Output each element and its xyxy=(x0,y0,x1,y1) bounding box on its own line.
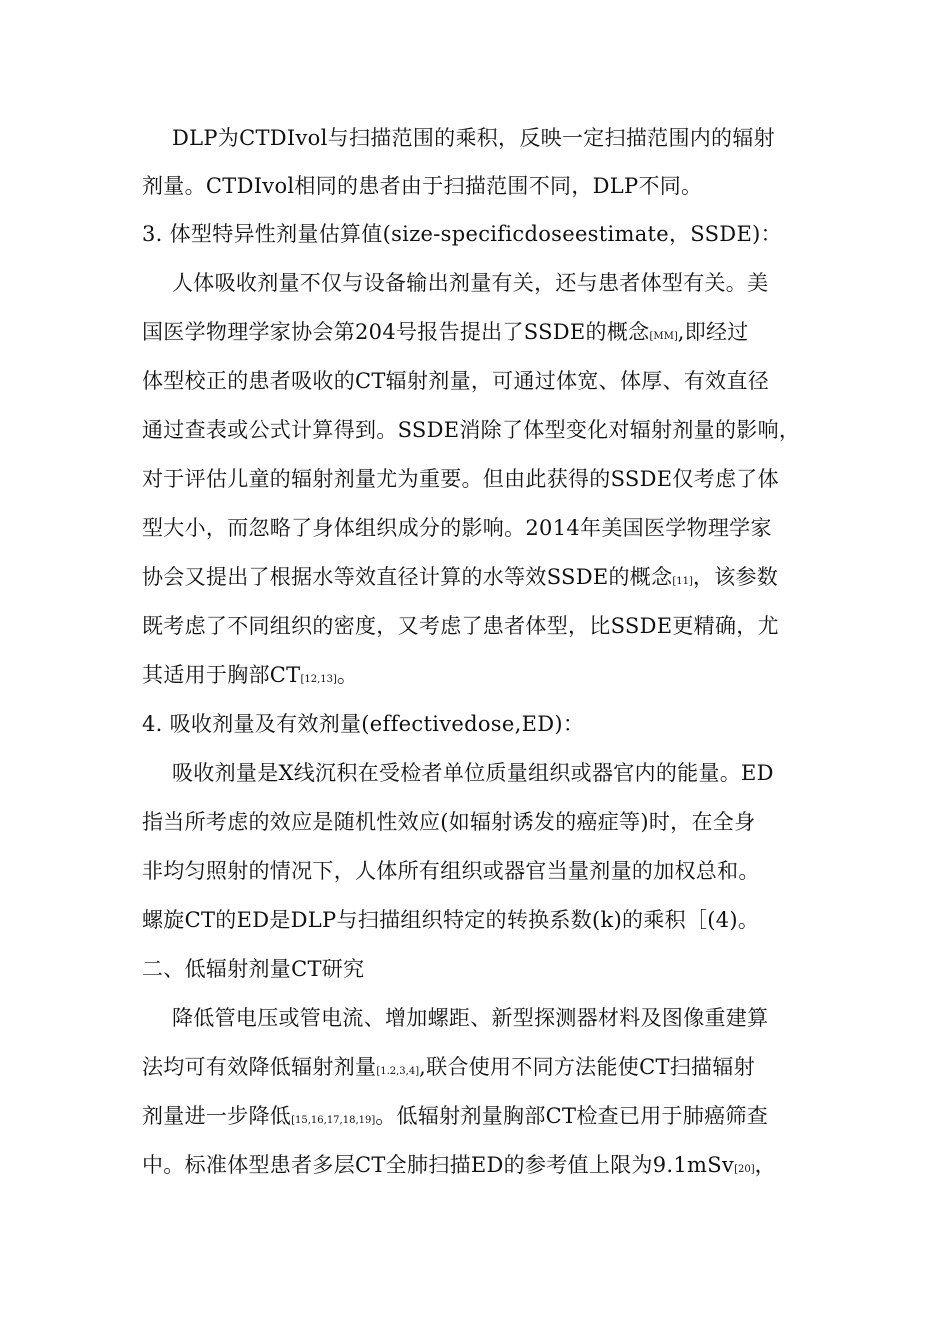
line-text: 体型校正的患者吸收的CT辐射剂量，可通过体宽、体厚、有效直径 xyxy=(142,369,770,393)
paragraph-line xyxy=(142,318,749,351)
paragraph-line xyxy=(142,661,358,694)
line-text-after: ,即经过 xyxy=(677,320,749,344)
citation-ref: [20] xyxy=(734,1164,755,1175)
line-text: 人体吸收剂量不仅与设备输出剂量有关，还与患者体型有关。美 xyxy=(172,271,769,295)
line-text-after: 。 xyxy=(336,663,359,687)
citation-ref: [MM] xyxy=(649,331,678,342)
paragraph-line xyxy=(142,465,779,493)
line-text: 其适用于胸部CT xyxy=(142,663,301,687)
line-text: 对于评估儿童的辐射剂量尤为重要。但由此获得的SSDE仅考虑了体 xyxy=(142,467,779,491)
paragraph-line xyxy=(142,367,769,395)
paragraph-line xyxy=(172,124,775,152)
line-text-after: ， xyxy=(754,1153,776,1177)
line-text: 螺旋CT的ED是DLP与扫描组织特定的转换系数(k)的乘积［(4)。 xyxy=(142,908,760,932)
line-text-after: ，该参数 xyxy=(692,565,779,589)
section-heading xyxy=(142,220,782,248)
citation-ref: [11] xyxy=(672,576,693,587)
line-text: 非均匀照射的情况下，人体所有组织或器官当量剂量的加权总和。 xyxy=(142,859,760,883)
line-text: 协会又提出了根据水等效直径计算的水等效SSDE的概念 xyxy=(142,565,673,589)
line-text: 通过查表或公式计算得到。SSDE消除了体型变化对辐射剂量的影响， xyxy=(142,418,801,442)
citation-ref: [15,16,17,18,19] xyxy=(291,1115,376,1126)
citation-ref: [1.2,3,4] xyxy=(376,1066,420,1077)
paragraph-line xyxy=(142,857,760,885)
line-text: 剂量。CTDIvol相同的患者由于扫描范围不同，DLP不同。 xyxy=(142,174,703,198)
paragraph-line xyxy=(142,1102,768,1135)
paragraph-line xyxy=(172,269,768,297)
line-text: 4. 吸收剂量及有效剂量(effectivedose,ED)： xyxy=(142,712,585,736)
line-text-after: 。低辐射剂量胸部CT检查已用于肺癌筛查 xyxy=(375,1104,769,1128)
paragraph-line xyxy=(172,1004,768,1032)
line-text: 二、低辐射剂量CT研究 xyxy=(142,957,365,981)
paragraph-line xyxy=(142,514,772,542)
line-text: 型大小，而忽略了身体组织成分的影响。2014年美国医学物理学家 xyxy=(142,516,772,540)
line-text: 既考虑了不同组织的密度，又考虑了患者体型，比SSDE更精确，尤 xyxy=(142,614,779,638)
paragraph-line xyxy=(142,612,779,640)
line-text-after: ,联合使用不同方法能使CT扫描辐射 xyxy=(419,1055,755,1079)
paragraph-line xyxy=(142,563,778,596)
paragraph-line xyxy=(142,906,759,934)
line-text: 3. 体型特异性剂量估算值(size-specificdoseestimate，SSDE)： xyxy=(142,222,782,246)
line-text: 国医学物理学家协会第204号报告提出了SSDE的概念 xyxy=(142,320,650,344)
line-text: DLP为CTDIvol与扫描范围的乘积，反映一定扫描范围内的辐射 xyxy=(172,126,775,150)
line-text: 吸收剂量是X线沉积在受检者单位质量组织或器官内的能量。ED xyxy=(172,761,774,785)
paragraph-line xyxy=(142,416,800,444)
paragraph-line xyxy=(142,1151,776,1184)
paragraph-line xyxy=(142,1053,755,1086)
section-heading xyxy=(142,955,364,983)
line-text: 法均可有效降低辐射剂量 xyxy=(142,1055,377,1079)
paragraph-line xyxy=(142,808,755,836)
line-text: 中。标准体型患者多层CT全肺扫描ED的参考值上限为9.1mSv xyxy=(142,1153,735,1177)
line-text: 剂量进一步降低 xyxy=(142,1104,292,1128)
paragraph-line xyxy=(142,172,702,200)
line-text: 降低管电压或管电流、增加螺距、新型探测器材料及图像重建算 xyxy=(172,1006,769,1030)
line-text: 指当所考虑的效应是随机性效应(如辐射诱发的癌症等)时，在全身 xyxy=(142,810,756,834)
paragraph-line xyxy=(172,759,774,787)
section-heading xyxy=(142,710,584,738)
citation-ref: [12,13] xyxy=(300,674,337,685)
